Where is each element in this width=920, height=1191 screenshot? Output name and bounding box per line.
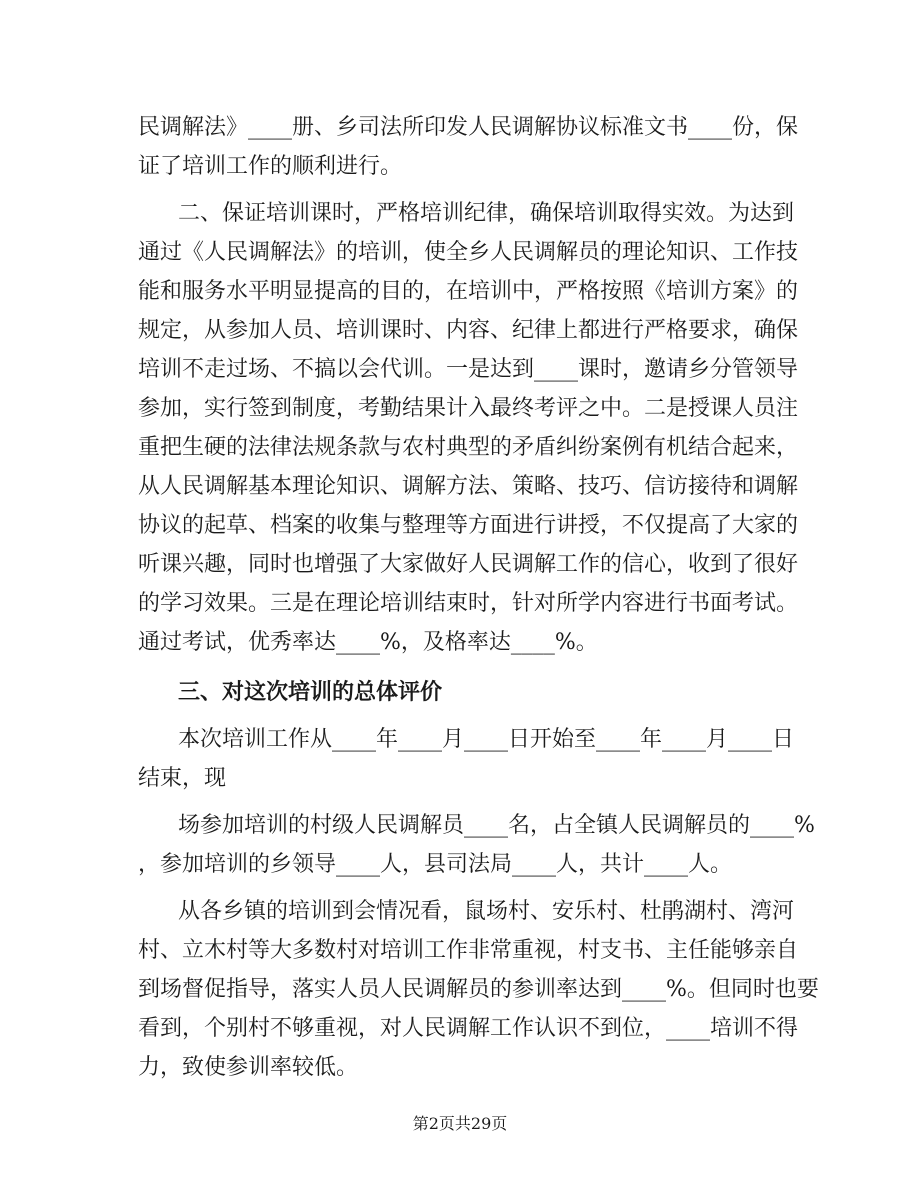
text-line xyxy=(0,352,920,388)
text-line xyxy=(0,586,920,622)
line-text: 听课兴趣，同时也增强了大家做好人民调解工作的信心，收到了很好 xyxy=(138,552,799,577)
line-text: ，参加培训的乡领导____人，县司法局____人，共计____人。 xyxy=(138,852,733,877)
line-text: 能和服务水平明显提高的目的，在培训中，严格按照《培训方案》的 xyxy=(138,279,799,304)
text-line xyxy=(0,110,920,146)
line-text: 场参加培训的村级人民调解员____名，占全镇人民调解员的____% xyxy=(178,813,815,838)
text-line xyxy=(0,933,920,969)
line-text: 通过《人民调解法》的培训，使全乡人民调解员的理论知识、工作技 xyxy=(138,240,799,265)
line-text: 培训不走过场、不搞以会代训。一是达到____课时，邀请乡分管领导 xyxy=(138,357,799,382)
line-text: 结束，现 xyxy=(138,766,227,791)
text-line xyxy=(0,149,920,185)
text-line xyxy=(0,894,920,930)
section-heading-text: 三、对这次培训的总体评价 xyxy=(178,679,443,705)
line-text: 证了培训工作的顺利进行。 xyxy=(138,154,403,179)
line-text: 的学习效果。三是在理论培训结束时，针对所学内容进行书面考试。 xyxy=(138,591,799,616)
line-text: 二、保证培训课时，严格培训纪律，确保培训取得实效。为达到 xyxy=(178,201,795,226)
line-text: 参加，实行签到制度，考勤结果计入最终考评之中。二是授课人员注 xyxy=(138,396,799,421)
text-line xyxy=(0,547,920,583)
line-text: 重把生硬的法律法规条款与农村典型的矛盾纠纷案例有机结合起来， xyxy=(138,435,799,460)
text-line xyxy=(0,808,920,844)
text-line xyxy=(0,391,920,427)
line-text: 从各乡镇的培训到会情况看，鼠场村、安乐村、杜鹃湖村、湾河 xyxy=(178,899,795,924)
page-number-footer: 第2页共29页 xyxy=(412,1114,508,1133)
text-line xyxy=(0,469,920,505)
text-line xyxy=(0,313,920,349)
line-text: 到场督促指导，落实人员人民调解员的参训率达到____%。但同时也要 xyxy=(138,977,819,1002)
line-text: 协议的起草、档案的收集与整理等方面进行讲授，不仅提高了大家的 xyxy=(138,513,799,538)
text-line xyxy=(0,847,920,883)
line-text: 村、立木村等大多数村对培训工作非常重视，村支书、主任能够亲自 xyxy=(138,938,799,963)
text-line xyxy=(0,430,920,466)
text-line xyxy=(0,972,920,1008)
text-line xyxy=(0,625,920,661)
line-text: 看到，个别村不够重视，对人民调解工作认识不到位，____培训不得 xyxy=(138,1016,799,1041)
section-heading xyxy=(0,674,920,710)
text-line xyxy=(0,1050,920,1086)
text-line xyxy=(0,196,920,232)
text-line xyxy=(0,722,920,758)
text-line xyxy=(0,761,920,797)
line-text: 规定，从参加人员、培训课时、内容、纪律上都进行严格要求，确保 xyxy=(138,318,799,343)
line-text: 从人民调解基本理论知识、调解方法、策略、技巧、信访接待和调解 xyxy=(138,474,799,499)
text-line xyxy=(0,1011,920,1047)
line-text: 力，致使参训率较低。 xyxy=(138,1055,359,1080)
text-line xyxy=(0,235,920,271)
text-line xyxy=(0,274,920,310)
text-line xyxy=(0,508,920,544)
line-text: 通过考试，优秀率达____%，及格率达____%。 xyxy=(138,630,598,655)
line-text: 民调解法》____册、乡司法所印发人民调解协议标准文书____份，保 xyxy=(138,115,799,140)
line-text: 本次培训工作从____年____月____日开始至____年____月____日 xyxy=(178,727,795,752)
